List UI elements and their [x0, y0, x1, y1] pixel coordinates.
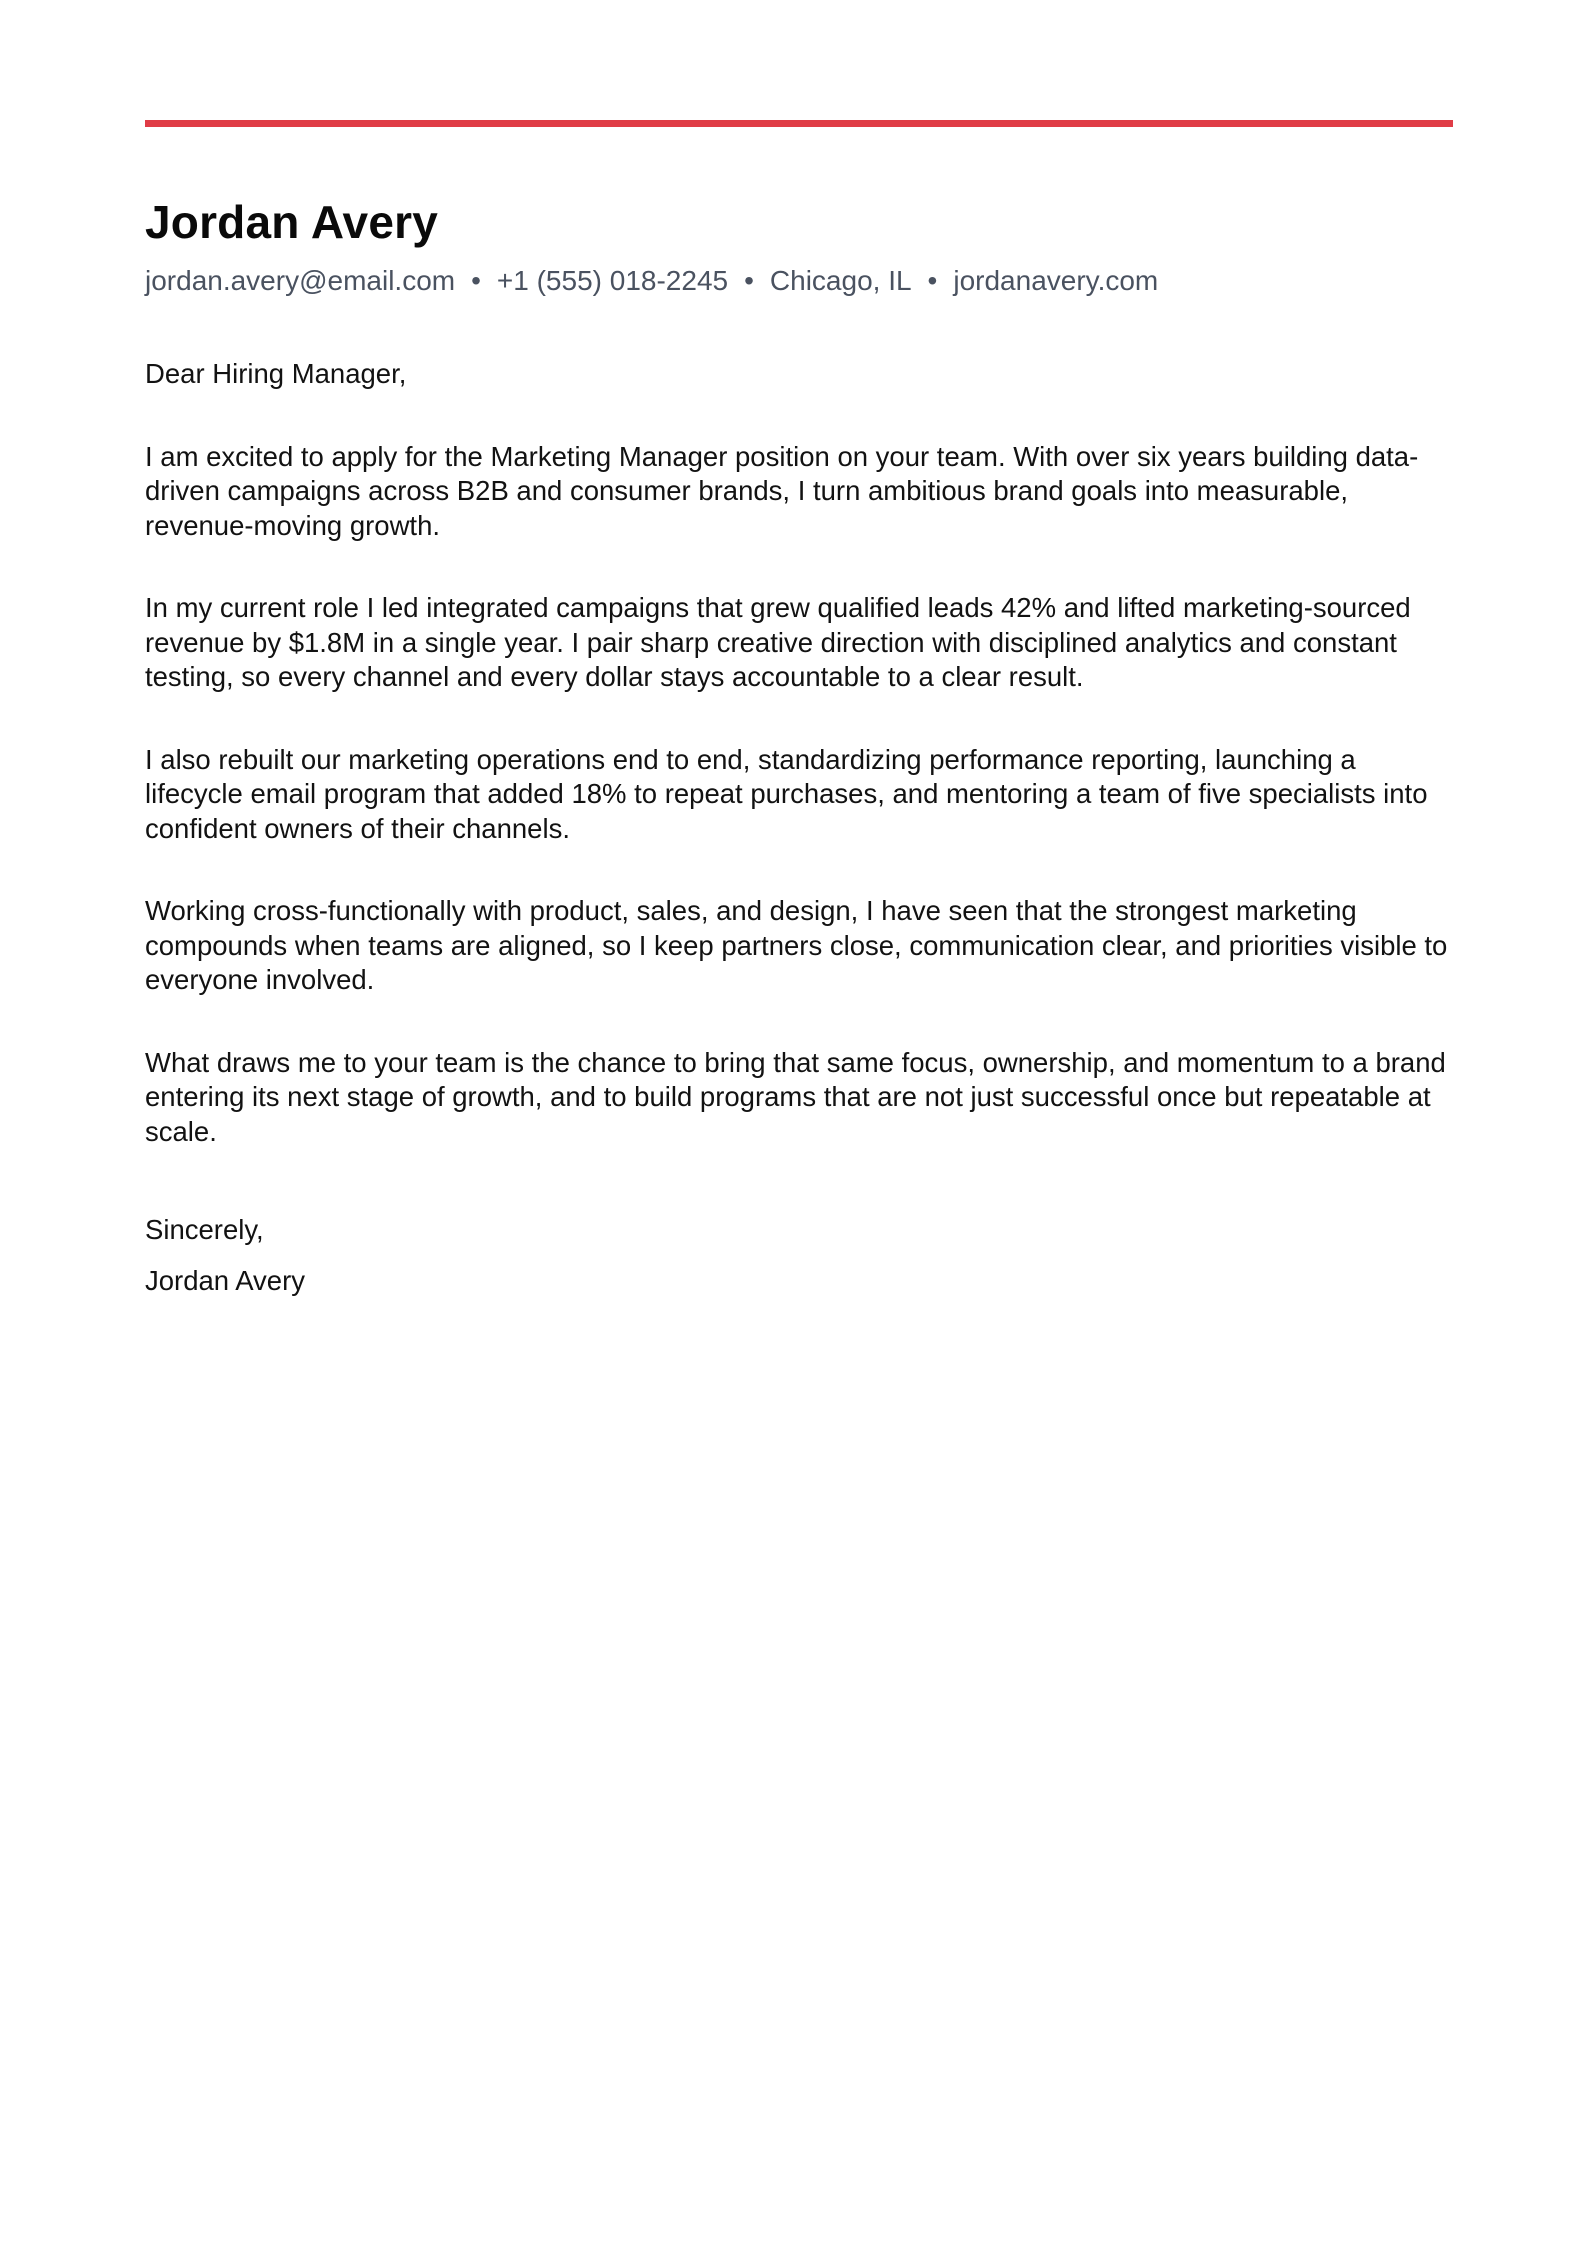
letter-paragraph: I am excited to apply for the Marketing Manager position on your team. With over six years building data-driven campaigns across B2B and consumer brands, I turn ambitious brand goals into measurable, revenue-moving growth. [145, 440, 1419, 541]
contact-separator: • [927, 264, 938, 296]
letter-body [145, 357, 1453, 1149]
accent-rule [145, 120, 1453, 127]
contact-phone: +1 (555) 018-2245 [496, 264, 729, 296]
contact-separator: • [471, 264, 481, 296]
contact-location: Chicago, IL [769, 264, 912, 296]
cover-letter-page [145, 120, 1453, 1298]
letter-closing: Sincerely, [145, 1214, 264, 1246]
contact-email: jordan.avery@email.com [145, 264, 456, 296]
letter-paragraph: In my current role I led integrated campaigns that grew qualified leads 42% and lifted marketing-sourced revenue by $1.8M in a single year. I pair sharp creative direction with disciplined analytics and constant testing, so every channel and every dollar stays accountable to a clear result. [145, 592, 1411, 693]
letter-signature: Jordan Avery [145, 1264, 306, 1296]
letter-greeting: Dear Hiring Manager, [145, 358, 407, 390]
letter-paragraph: Working cross-functionally with product, sales, and design, I have seen that the strongest marketing compounds when teams are aligned, so I keep partners close, communication clear, and priorities visible to everyone involved. [145, 895, 1448, 996]
applicant-name: Jordan Avery [145, 196, 438, 248]
contact-separator: • [744, 264, 754, 296]
letter-paragraph: I also rebuilt our marketing operations end to end, standardizing performance reporting, launching a lifecycle email program that added 18% to repeat purchases, and mentoring a team of five specialists into confident owners of their channels. [145, 743, 1428, 844]
letter-paragraph: What draws me to your team is the chance to bring that same focus, ownership, and momentum to a brand entering its next stage of growth, and to build programs that are not just successful once but repeatable at scale. [145, 1046, 1446, 1147]
contact-website: jordanavery.com [953, 264, 1159, 296]
letter-closing-block [145, 1213, 1453, 1298]
contact-line [145, 264, 1453, 298]
